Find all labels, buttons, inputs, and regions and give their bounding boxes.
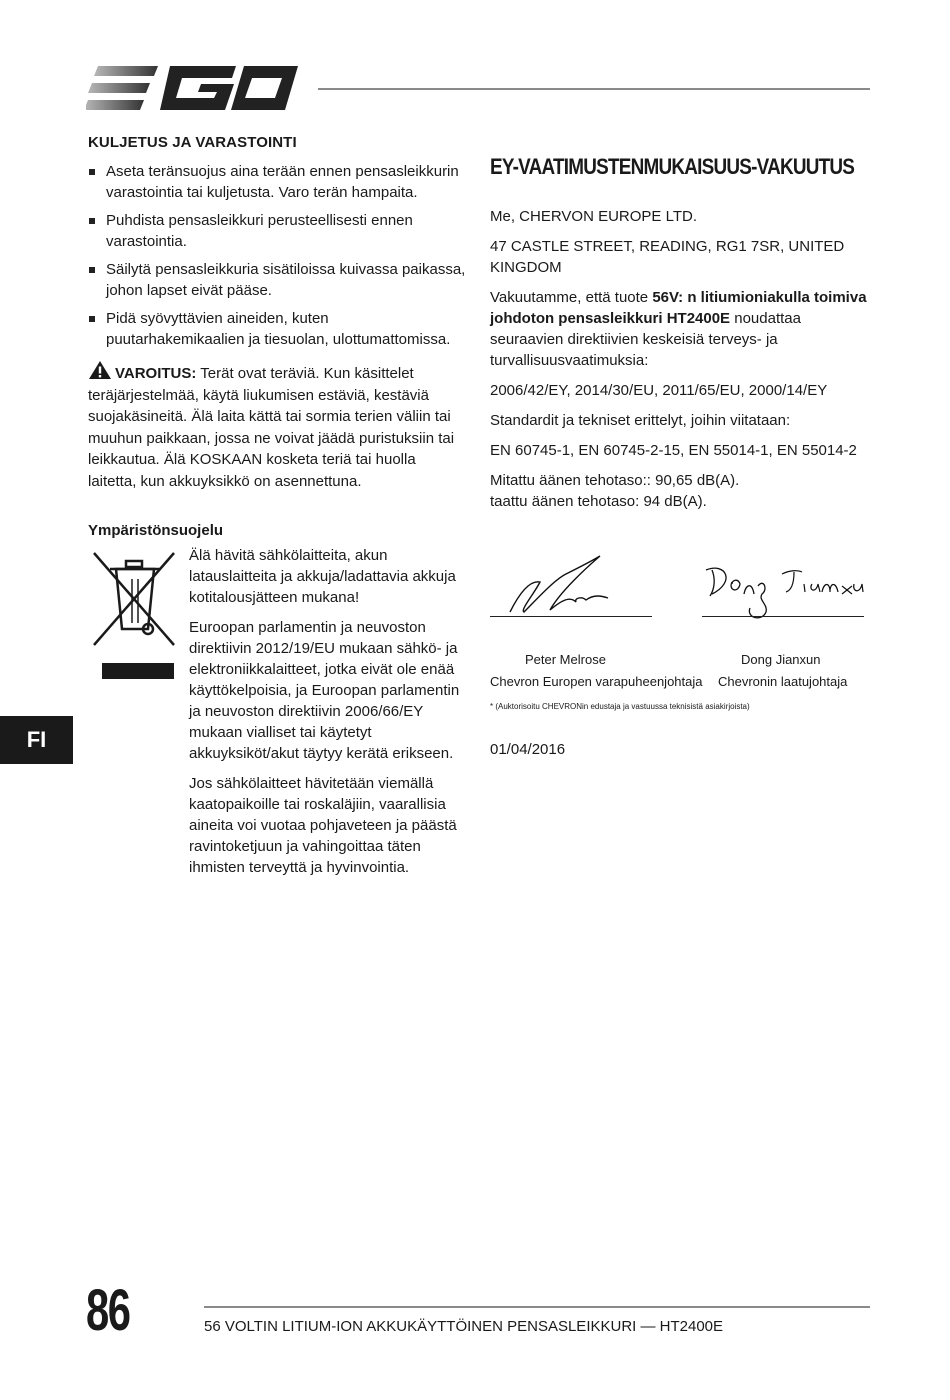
ego-logo <box>86 64 298 112</box>
signer-details <box>490 652 875 696</box>
signer1-name: Peter Melrose <box>525 652 606 667</box>
transport-title: KULJETUS JA VARASTOINTI <box>88 134 297 151</box>
env-paragraph: Jos sähkölaitteet hävitetään viemällä kaatopaikoille tai roskaläjiin, vaarallisia aineita voi vuotaa pohjaveteen ja päästä ravintoketjuun ja vahingoittaa täten ihmisten terveyttä ja hyvinvointia. <box>189 775 457 876</box>
bin-bar-symbol <box>102 663 174 679</box>
footnote: * (Auktorisoitu CHEVRONin edustaja ja vastuussa teknisistä asiakirjoista) <box>490 702 750 711</box>
left-column <box>88 134 466 887</box>
warning-text: Terät ovat teräviä. Kun käsittelet teräjärjestelmää, käytä liukumisen estäviä, kestäviä suojakäsineitä. Älä laita kättä tai sormia terien väliin tai muuhun paikkaan, jossa ne voivat jäädä puristuksiin tai leikkautua. Älä KOSKAAN kosketa teriä tai huolla laitetta, kun akkuyksikkö on asennettuna. <box>88 365 455 490</box>
signer1-title: Chevron Europen varapuheenjohtaja <box>490 674 703 689</box>
noise-levels: Mitattu äänen tehotaso:: 90,65 dB(A). taattu äänen tehotaso: 94 dB(A). <box>490 472 740 510</box>
header-rule <box>318 88 870 90</box>
standards-intro: Standardit ja tekniset erittelyt, joihin viitataan: <box>490 412 791 429</box>
signature-dong-jianxun <box>702 560 864 622</box>
transport-list <box>88 161 466 350</box>
env-paragraph: Euroopan parlamentin ja neuvoston direktiivin 2012/19/EU mukaan sähkö- ja elektroniikkalaitteet, jotka eivät ole enää käyttökelpoisia, ja Euroopan parlamentin ja neuvoston direktiivin 2006/66/EY mukaan vialliset tai käytetyt akkuyksiköt/akut täytyy kerätä erikseen. <box>189 619 460 762</box>
company-name: Me, CHERVON EUROPE LTD. <box>490 208 697 225</box>
right-column <box>490 134 875 758</box>
directives: 2006/42/EY, 2014/30/EU, 2011/65/EU, 2000/14/EY <box>490 382 828 399</box>
list-item: Aseta teränsuojus aina terään ennen pensasleikkurin varastointia tai kuljetusta. Varo terän hampaita. <box>88 161 466 203</box>
language-tab: FI <box>0 716 73 764</box>
signature-line <box>702 616 864 617</box>
signatures <box>490 552 875 652</box>
footer-text: 56 VOLTIN LITIUM-ION AKKUKÄYTTÖINEN PENSASLEIKKURI — HT2400E <box>204 1318 724 1335</box>
list-item: Puhdista pensasleikkuri perusteellisesti ennen varastointia. <box>88 210 466 252</box>
declaration-text: Vakuutamme, että tuote 56V: n litiumioniakulla toimiva johdoton pensasleikkuri HT2400E noudattaa seuraavien direktiivien keskeisiä terveys- ja turvallisuusvaatimuksia: <box>490 289 867 369</box>
company-address: 47 CASTLE STREET, READING, RG1 7SR, UNITED KINGDOM <box>490 238 845 276</box>
environment-text <box>189 545 466 878</box>
page-number: 86 <box>86 1278 130 1343</box>
warning-block <box>88 360 466 492</box>
declaration-title <box>490 146 855 188</box>
warning-label: VAROITUS: <box>115 365 197 382</box>
signature-line <box>490 616 652 617</box>
list-item: Pidä syövyttävien aineiden, kuten puutarhakemikaalien ja tiesuolan, ulottumattomissa. <box>88 308 466 350</box>
environment-title: Ympäristönsuojelu <box>88 522 224 539</box>
declaration-date: 01/04/2016 <box>490 741 566 758</box>
product-name: 56V: n litiumioniakulla toimiva johdoton pensasleikkuri HT2400E <box>490 289 867 327</box>
crossed-bin-icon <box>92 549 176 649</box>
footer-rule <box>204 1306 870 1308</box>
declaration-title-text: EY-VAATIMUSTENMUKAISUUS-VAKUUTUS <box>490 154 855 179</box>
signature-peter-melrose <box>490 552 652 618</box>
warning-triangle-icon <box>88 360 112 380</box>
signer2-name: Dong Jianxun <box>741 652 821 667</box>
environment-section <box>88 545 466 878</box>
signer2-title: Chevronin laatujohtaja <box>718 674 848 689</box>
standards-list: EN 60745-1, EN 60745-2-15, EN 55014-1, EN 55014-2 <box>490 442 857 459</box>
list-item: Säilytä pensasleikkuria sisätiloissa kuivassa paikassa, johon lapset eivät pääse. <box>88 259 466 301</box>
env-paragraph: Älä hävitä sähkölaitteita, akun latauslaitteita ja akkuja/ladattavia akkuja kotitalousjätteen mukana! <box>189 547 456 606</box>
